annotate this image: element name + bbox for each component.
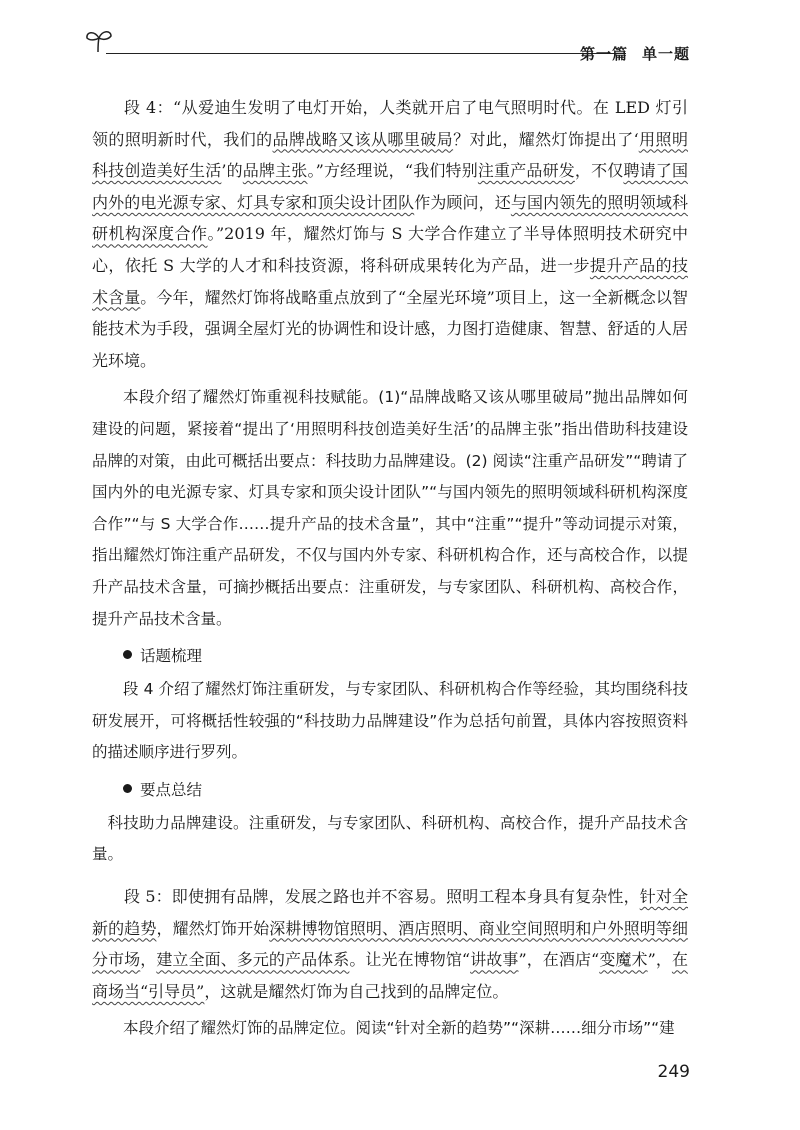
text: 作为顾问，还 [414,192,511,212]
section-title [580,43,690,64]
underlined-text: 聘请了国内外的电光源专家、灯具专家和顶尖设计团队 [92,161,688,212]
page-content [92,92,688,1051]
underlined-text: 品牌战略又该从哪里破局 [272,129,454,149]
summary-heading-label: 要点总结 [140,780,203,799]
header-rule [106,53,626,54]
topic-heading-label: 话题梳理 [140,647,203,666]
underlined-text: 讲故事 [470,950,519,970]
underlined-text: 注重产品研发 [477,161,575,181]
page-number: 249 [657,1062,690,1082]
source-paragraph-5 [92,881,688,1007]
source-paragraph-4 [92,92,688,376]
text: ，不仅 [574,161,624,181]
underlined-text: 针对全新的趋势 [92,887,688,938]
analysis-paragraph-4: 本段介绍了耀然灯饰重视科技赋能。(1)“品牌战略又该从哪里破局”抛出品牌如何建设的问题，紧接着“提出了‘用照明科技创造美好生活’的品牌主张”指出借助科技建设品牌的对策，由此可概括出要点：科技助力品牌建设。(2) 阅读“注重产品研发”“聘请了国内外的电光源专家、灯具专家和顶尖设计团队”“与国内领先的照明领域科研机构深度合作”“与 S 大学合作……提升产品的技术含量”，其中“注重”“提升”等动词提示对策，指出耀然灯饰注重产品研发，不仅与国内外专家、科研机构合作，还与高校合作，以提升产品技术含量，可摘抄概括出要点：注重研发，与专家团队、科研机构、高校合作，提升产品技术含量。 [92,388,688,628]
underlined-text: 提升产品的技术含量 [92,255,688,307]
text: ， [140,950,157,970]
text: 。”方经理说，“我们特别 [307,161,478,181]
sprout-icon [84,26,114,56]
bullet-icon [123,784,132,793]
underlined-text: 建立全面、多元的产品体系 [156,950,350,970]
text: 段 5：即使拥有品牌，发展之路也并不容易。照明工程本身具有复杂性， [124,887,640,907]
text: 段 4：“从爱迪生发明了电灯开始，人类就开启了电气照明时代。在 LED 灯引领的照明新时代，我们的 [92,98,688,149]
topic-heading [92,641,688,672]
underlined-text: 在商场当“引导员” [92,950,688,1001]
chapter-label: 单一题 [641,45,690,63]
underlined-text: 品牌主张 [242,161,308,181]
summary-text: 科技助力品牌建设。注重研发，与专家团队、科研机构、高校合作，提升产品技术含量。 [92,813,688,864]
underlined-text: 变魔术 [599,950,648,970]
text: ，这就是耀然灯饰为自己找到的品牌定位。 [204,981,509,1001]
underlined-text: 与国内领先的照明领域科研机构深度合作 [92,192,688,244]
topic-text: 段 4 介绍了耀然灯饰注重研发，与专家团队、科研机构合作等经验，其均围绕科技研发展开，可将概括性较强的“科技助力品牌建设”作为总括句前置，具体内容按照资料的描述顺序进行罗列。 [92,680,688,762]
text: ？对此，耀然灯饰提出了‘ [453,129,639,149]
text: 。让光在博物馆“ [349,950,471,970]
text: ”， [647,950,672,970]
text: ’的 [221,161,243,181]
text: ”，在酒店“ [518,950,600,970]
text: ，耀然灯饰开始 [156,918,270,938]
page-header [84,26,690,66]
underlined-text: 用照明科技创造美好生活 [92,129,688,181]
part-label: 第一篇 [579,45,628,63]
text: 。”2019 年，耀然灯饰与 S 大学合作建立了半导体照明技术研究中心，依托 S 大学的人才和科技资源，将科研成果转化为产品，进一步 [92,224,688,275]
analysis-paragraph-5: 本段介绍了耀然灯饰的品牌定位。阅读“针对全新的趋势”“深耕……细分市场”“建 [123,1019,675,1038]
summary-heading [92,775,688,806]
bullet-icon [123,650,132,659]
underlined-text: 深耕博物馆照明、酒店照明、商业空间照明和户外照明等细分市场 [92,918,688,970]
text: 。今年，耀然灯饰将战略重点放到了“全屋光环境”项目上，这一全新概念以智能技术为手段，强调全屋灯光的协调性和设计感，力图打造健康、智慧、舒适的人居光环境。 [92,287,688,370]
